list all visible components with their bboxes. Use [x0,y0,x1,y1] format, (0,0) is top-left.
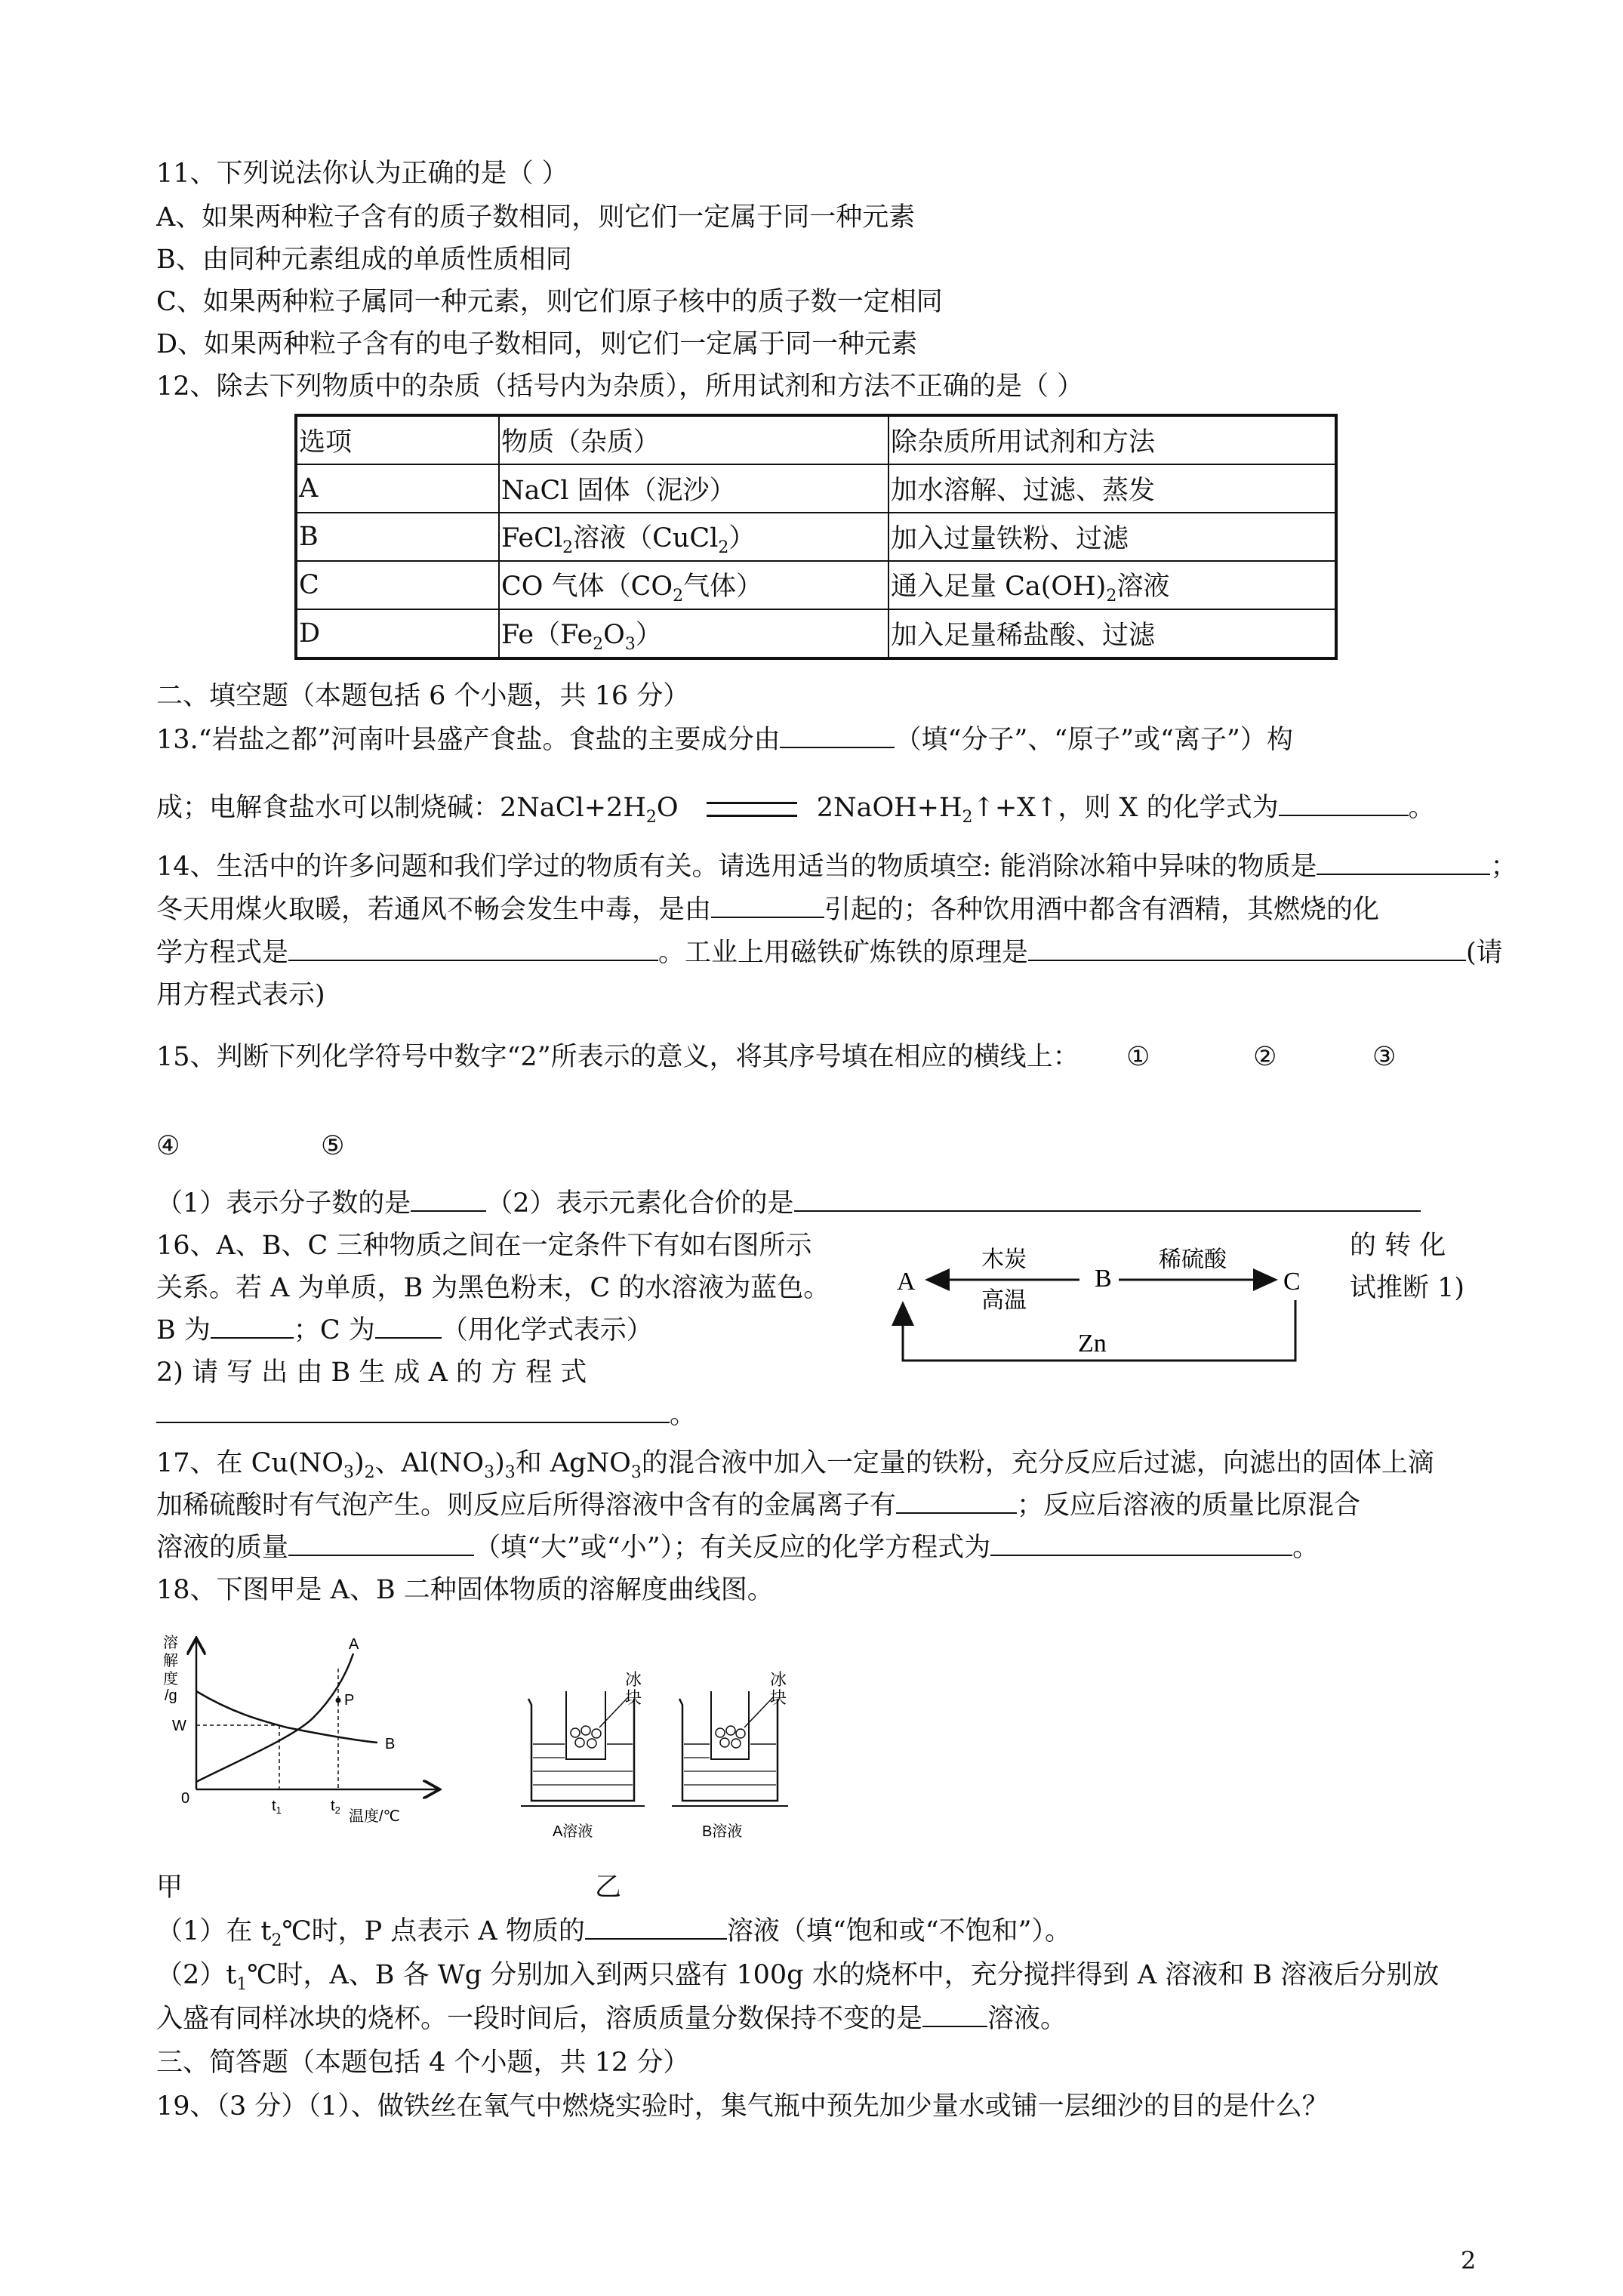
answer-blank[interactable] [896,1490,1017,1514]
text: 成；电解食盐水可以制烧碱：2NaCl+2H [156,793,646,823]
section-2-heading: 二、填空题（本题包括 6 个小题，共 16 分） [156,681,690,711]
text: 冬天用煤火取暖，若通风不畅会发生中毒，是由 [156,895,712,925]
subscript: 3 [624,634,636,654]
text: t [272,1798,276,1814]
text: ℃时，A、B 各 Wg 分别加入到两只盛有 100g 水的烧杯中，充分搅拌得到 A 溶液和 B 溶液后分别放 [247,1960,1440,1990]
label-zn: Zn [1078,1330,1107,1358]
text: t [331,1798,335,1814]
inner-beaker [566,1691,605,1759]
text: 和 AgNO [515,1448,631,1478]
q13-line-2 [156,791,1435,834]
text: ↑+X↑，则 X 的化学式为 [972,793,1279,823]
text: ℃时，P 点表示 A 物质的 [282,1916,585,1946]
q16-line-1: 16、A、B、C 三种物质之间在一定条件下有如右图所示 [156,1231,812,1261]
answer-blank[interactable] [1279,792,1409,816]
text: ) [494,1448,505,1478]
answer-blank[interactable] [780,724,895,748]
answer-blank[interactable] [288,1532,474,1556]
subscript: 2 [562,538,574,557]
text: 加稀硫酸时有气泡产生。则反应后所得溶液中含有的金属离子有 [156,1490,897,1521]
answer-blank[interactable] [794,1188,1421,1212]
diagram-node-a: A [897,1268,916,1296]
subscript: 2 [962,808,973,827]
table-cell [499,513,888,561]
q17-line-1 [156,1447,1434,1490]
q11-option-d: D、如果两种粒子含有的电子数相同，则它们一定属于同一种元素 [156,329,918,359]
q11-option-c: C、如果两种粒子属同一种元素，则它们原子核中的质子数一定相同 [156,287,943,317]
table-cell: NaCl 固体（泥沙） [499,464,888,513]
ice-label: 块 [625,1688,642,1707]
table-cell: 加水溶解、过滤、蒸发 [888,464,1336,513]
text: (请 [1466,938,1503,968]
figure-label-yi: 乙 [595,1872,622,1903]
answer-blank[interactable] [211,1314,294,1339]
text: （1）表示分子数的是 [156,1188,411,1219]
q15-mark-2: ② [1253,1042,1277,1072]
ice-label: 冰 [770,1670,787,1689]
answer-blank[interactable] [411,1188,486,1212]
answer-blank[interactable] [585,1915,727,1940]
text: 引起的；各种饮用酒中都含有酒精，其燃烧的化 [824,895,1380,925]
table-row [296,561,1336,609]
subscript: 2 [673,586,684,606]
subscript: 2 [1106,586,1117,606]
q15-mark-5: ⑤ [321,1131,345,1161]
table-cell [888,561,1336,609]
table-cell: D [296,609,499,658]
page-number: 2 [1461,2246,1477,2275]
outer-beaker [679,1699,778,1801]
diagram-node-b: B [1095,1265,1112,1293]
text: B 为 [156,1315,211,1345]
answer-blank[interactable] [1028,937,1466,961]
table-row [296,609,1336,658]
table-row [296,464,1336,513]
figure-label-jia: 甲 [156,1872,183,1903]
q11-option-b: B、由同种元素组成的单质性质相同 [156,245,572,275]
pointer-line [599,1697,628,1727]
label-a-solution: A溶液 [553,1823,593,1840]
diagram-node-c: C [1283,1268,1301,1296]
q16-line-5 [156,1398,696,1432]
text: 溶液。 [987,2004,1067,2034]
q17-line-3 [156,1531,1319,1564]
answer-blank[interactable] [1317,851,1490,875]
subscript: 3 [484,1463,495,1482]
text: 。 [1292,1533,1320,1563]
section-3-heading: 三、简答题（本题包括 4 个小题，共 12 分） [156,2048,690,2078]
q18-part-1 [156,1915,1071,1958]
q15-stem: 15、判断下列化学符号中数字“2”所表示的意义，将其序号填在相应的横线上： [156,1042,1079,1072]
subscript: 1 [276,1804,282,1816]
answer-blank[interactable] [711,894,824,918]
text: （用化学式表示） [441,1315,653,1345]
label-high-temp: 高温 [981,1287,1027,1314]
q13-line-1 [156,723,1293,757]
q16-line-3 [156,1314,653,1347]
formula-part: 通入足量 Ca(OH) [891,571,1107,602]
subscript: 2 [271,1931,282,1950]
text: 14、生活中的许多问题和我们学过的物质有关。请选用适当的物质填空: 能消除冰箱中异味的物质是 [156,852,1317,882]
text: ；C 为 [293,1315,375,1345]
outer-beaker [528,1699,634,1801]
q14-line-3 [156,936,1503,969]
subscript: 2 [593,634,604,654]
text: ；反应后溶液的质量比原混合 [1017,1490,1361,1521]
beaker-apparatus [521,1669,823,1842]
label-w: W [172,1718,186,1734]
answer-blank[interactable] [288,937,658,961]
table-row [296,513,1336,561]
table-cell: 加入足量稀盐酸、过滤 [888,609,1336,658]
ice-cubes [571,1726,601,1748]
text: 、Al(NO [374,1448,485,1478]
solubility-curve-graph [151,1623,453,1827]
table-cell: C [296,561,499,609]
q18-part-2-line-2 [156,2002,1067,2036]
label-origin: 0 [181,1790,190,1807]
text: 溶液的质量 [156,1533,289,1563]
table-row [296,415,1336,464]
text: ) [353,1448,365,1478]
ice-label: 块 [770,1688,787,1707]
q15-mark-1: ① [1126,1042,1150,1072]
table-header: 物质（杂质） [499,415,888,464]
q11-stem: 11、下列说法你认为正确的是（ ） [156,159,568,189]
label-curve-b: B [385,1736,396,1752]
subscript: 3 [504,1463,516,1482]
formula-part: 溶液（CuCl [573,522,719,553]
text: 。 [1408,793,1435,823]
q11-option-a: A、如果两种粒子含有的质子数相同，则它们一定属于同一种元素 [156,202,916,233]
formula-part: Fe（Fe [501,619,593,650]
q19-stem: 19、（3 分）（1）、做铁丝在氧气中燃烧实验时，集气瓶中预先加少量水或铺一层细沙的目的是什么？ [156,2091,1329,2122]
subscript: 3 [630,1463,642,1482]
q16-line-1-right: 的 转 化 [1350,1231,1446,1261]
text: ； [1490,852,1517,882]
label-dilute-sulfuric-acid: 稀硫酸 [1159,1247,1227,1273]
table-cell: A [296,464,499,513]
formula-part: CO 气体（CO [501,571,673,602]
y-axis-label: 溶 [163,1635,178,1651]
answer-blank[interactable] [922,2003,987,2027]
q12-table [294,414,1338,660]
q14-line-4: 用方程式表示) [156,980,325,1010]
text: 。 [670,1400,697,1430]
q15-mark-4: ④ [156,1131,180,1161]
subscript: 2 [645,808,657,827]
formula-part: FeCl [501,522,563,553]
text: （填“大”或“小”）；有关反应的化学方程式为 [474,1533,991,1563]
ice-cubes [716,1726,745,1748]
formula-part: 溶液 [1116,571,1170,602]
table-cell [499,609,888,658]
table-cell [499,561,888,609]
text: 。工业上用磁铁矿炼铁的原理是 [658,938,1029,968]
answer-blank[interactable] [990,1532,1292,1556]
q16-conversion-diagram [876,1231,1329,1374]
equals-sign [707,802,797,817]
subscript: 3 [343,1463,354,1482]
formula-part: O [603,619,625,650]
text: 入盛有同样冰块的烧杯。一段时间后，溶质质量分数保持不变的是 [156,2004,923,2034]
subscript: 2 [334,1804,340,1816]
table-cell: B [296,513,499,561]
y-axis-label: 解 [163,1653,178,1669]
q18-stem: 18、下图甲是 A、B 二种固体物质的溶解度曲线图。 [156,1575,774,1605]
table-header: 除杂质所用试剂和方法 [888,415,1336,464]
q16-line-2-right: 试推断 1) [1350,1273,1465,1303]
inner-beaker [711,1691,749,1759]
q16-line-4: 2) 请 写 出 由 B 生 成 A 的 方 程 式 [156,1358,587,1388]
text: （1）在 t [156,1916,272,1946]
subscript: 2 [718,538,729,557]
formula-part: ） [728,522,756,553]
text: （填“分子”、“原子”或“离子”）构 [895,725,1293,755]
label-b-solution: B溶液 [702,1823,743,1840]
table-cell: 加入过量铁粉、过滤 [888,513,1336,561]
table-header: 选项 [296,415,499,464]
q15-mark-3: ③ [1372,1042,1397,1072]
text: 溶液（填“饱和或“不饱和”）。 [726,1916,1072,1946]
text: 2NaOH+H [816,793,962,823]
q15-parts [156,1187,1421,1220]
q14-line-2 [156,893,1379,926]
subscript: 2 [364,1463,375,1482]
y-axis-label: /g [165,1687,177,1704]
text: （2）表示元素化合价的是 [486,1188,794,1219]
y-axis-label: 度 [163,1671,178,1687]
answer-blank[interactable] [156,1399,670,1423]
text: 13.“岩盐之都”河南叶县盛产食盐。食盐的主要成分由 [156,725,781,755]
point-p [336,1698,341,1703]
text: O [656,793,679,823]
subscript: 1 [236,1975,248,1994]
q16-line-2: 关系。若 A 为单质，B 为黑色粉末，C 的水溶液为蓝色。 [156,1273,830,1303]
q14-line-1 [156,850,1517,883]
text: （2）t [156,1960,237,1990]
text: 学方程式是 [156,938,289,968]
label-t1 [272,1798,282,1816]
text: 的混合液中加入一定量的铁粉，充分反应后过滤，向滤出的固体上滴 [641,1448,1434,1478]
text: 17、在 Cu(NO [156,1448,343,1478]
formula-part: ） [635,619,662,650]
label-curve-a: A [349,1636,359,1653]
q17-line-2 [156,1489,1360,1522]
x-axis-label: 温度/℃ [349,1808,401,1825]
label-charcoal: 木炭 [981,1247,1027,1273]
formula-part: 气体） [683,571,763,602]
label-t2 [331,1798,340,1816]
curve-a [196,1653,353,1782]
label-p: P [344,1692,355,1709]
q18-part-2-line-1 [156,1959,1439,2002]
q12-stem: 12、除去下列物质中的杂质（括号内为杂质），所用试剂和方法不正确的是（ ） [156,371,1084,402]
ice-label: 冰 [625,1670,642,1689]
answer-blank[interactable] [375,1314,442,1339]
